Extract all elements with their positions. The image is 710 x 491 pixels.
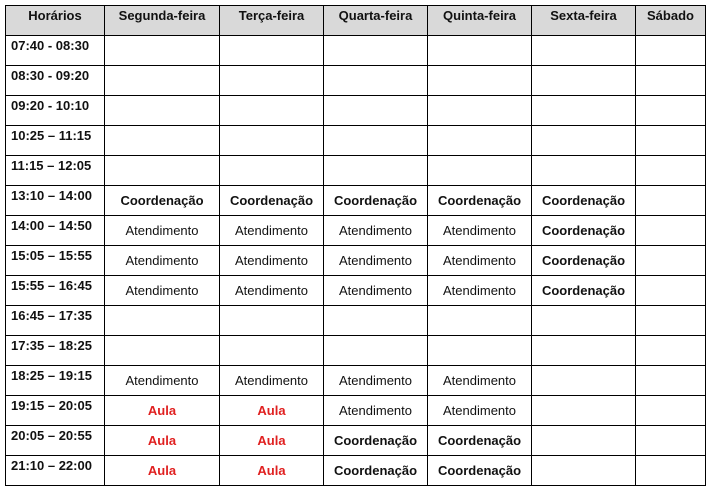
schedule-cell [220, 126, 324, 156]
header-sabado: Sábado [636, 6, 706, 36]
schedule-cell: Atendimento [324, 246, 428, 276]
schedule-cell [428, 36, 532, 66]
schedule-cell: Atendimento [428, 246, 532, 276]
schedule-cell: Atendimento [324, 216, 428, 246]
table-row [6, 396, 706, 426]
schedule-cell [324, 36, 428, 66]
schedule-cell: Aula [220, 396, 324, 426]
schedule-cell [324, 66, 428, 96]
schedule-cell [532, 366, 636, 396]
schedule-cell [636, 276, 706, 306]
schedule-cell: Atendimento [428, 396, 532, 426]
schedule-cell [636, 306, 706, 336]
time-slot-label: 11:15 – 12:05 [6, 156, 105, 186]
schedule-cell [105, 126, 220, 156]
schedule-cell [324, 126, 428, 156]
table-row [6, 216, 706, 246]
header-horarios: Horários [6, 6, 105, 36]
schedule-table [5, 5, 706, 486]
schedule-cell [324, 156, 428, 186]
schedule-cell [636, 186, 706, 216]
table-row [6, 96, 706, 126]
time-slot-label: 15:55 – 16:45 [6, 276, 105, 306]
schedule-cell: Coordenação [324, 456, 428, 486]
table-row [6, 186, 706, 216]
table-row [6, 36, 706, 66]
schedule-cell [636, 366, 706, 396]
schedule-cell: Aula [105, 456, 220, 486]
header-terca-feira: Terça-feira [220, 6, 324, 36]
schedule-cell [220, 306, 324, 336]
schedule-cell: Atendimento [220, 246, 324, 276]
schedule-cell [428, 126, 532, 156]
schedule-cell [636, 246, 706, 276]
schedule-cell: Atendimento [220, 366, 324, 396]
schedule-cell: Atendimento [428, 216, 532, 246]
time-slot-label: 09:20 - 10:10 [6, 96, 105, 126]
schedule-cell: Coordenação [428, 186, 532, 216]
schedule-cell: Atendimento [105, 366, 220, 396]
time-slot-label: 15:05 – 15:55 [6, 246, 105, 276]
time-slot-label: 14:00 – 14:50 [6, 216, 105, 246]
header-quarta-feira: Quarta-feira [324, 6, 428, 36]
schedule-cell [324, 336, 428, 366]
schedule-cell [532, 306, 636, 336]
time-slot-label: 18:25 – 19:15 [6, 366, 105, 396]
schedule-cell: Atendimento [324, 366, 428, 396]
schedule-cell: Aula [220, 426, 324, 456]
time-slot-label: 16:45 – 17:35 [6, 306, 105, 336]
table-row [6, 366, 706, 396]
schedule-cell [532, 156, 636, 186]
schedule-cell [532, 96, 636, 126]
table-row [6, 66, 706, 96]
schedule-cell [636, 216, 706, 246]
schedule-cell [324, 96, 428, 126]
schedule-cell: Coordenação [220, 186, 324, 216]
schedule-cell: Atendimento [105, 246, 220, 276]
schedule-body [6, 36, 706, 486]
schedule-cell [105, 336, 220, 366]
schedule-cell: Coordenação [324, 186, 428, 216]
schedule-cell [636, 66, 706, 96]
schedule-cell [105, 156, 220, 186]
table-row [6, 336, 706, 366]
schedule-cell: Aula [220, 456, 324, 486]
schedule-cell [532, 396, 636, 426]
schedule-cell [105, 66, 220, 96]
schedule-cell: Coordenação [532, 216, 636, 246]
schedule-cell [220, 156, 324, 186]
schedule-cell: Aula [105, 426, 220, 456]
table-row [6, 456, 706, 486]
schedule-cell [428, 156, 532, 186]
schedule-cell [636, 396, 706, 426]
time-slot-label: 17:35 – 18:25 [6, 336, 105, 366]
schedule-cell [636, 36, 706, 66]
schedule-cell [532, 456, 636, 486]
schedule-cell [105, 36, 220, 66]
schedule-cell: Atendimento [428, 276, 532, 306]
header-sexta-feira: Sexta-feira [532, 6, 636, 36]
schedule-cell [532, 336, 636, 366]
schedule-cell: Coordenação [532, 276, 636, 306]
schedule-cell [220, 36, 324, 66]
schedule-cell [636, 126, 706, 156]
table-row [6, 276, 706, 306]
table-row [6, 156, 706, 186]
schedule-cell [105, 306, 220, 336]
header-quinta-feira: Quinta-feira [428, 6, 532, 36]
time-slot-label: 20:05 – 20:55 [6, 426, 105, 456]
schedule-cell: Coordenação [532, 186, 636, 216]
schedule-cell: Coordenação [324, 426, 428, 456]
schedule-cell [428, 306, 532, 336]
table-row [6, 426, 706, 456]
schedule-cell [324, 306, 428, 336]
schedule-cell [220, 336, 324, 366]
schedule-cell [636, 336, 706, 366]
schedule-cell: Atendimento [105, 216, 220, 246]
table-row [6, 306, 706, 336]
schedule-cell [636, 96, 706, 126]
table-row [6, 126, 706, 156]
schedule-cell: Atendimento [324, 396, 428, 426]
schedule-cell [428, 96, 532, 126]
schedule-cell [532, 126, 636, 156]
schedule-cell: Coordenação [105, 186, 220, 216]
schedule-cell [532, 426, 636, 456]
time-slot-label: 10:25 – 11:15 [6, 126, 105, 156]
schedule-cell: Atendimento [428, 366, 532, 396]
schedule-cell: Atendimento [324, 276, 428, 306]
schedule-cell: Coordenação [532, 246, 636, 276]
schedule-cell: Coordenação [428, 426, 532, 456]
schedule-cell [636, 156, 706, 186]
schedule-sheet [5, 5, 706, 486]
schedule-cell [636, 426, 706, 456]
schedule-cell: Aula [105, 396, 220, 426]
time-slot-label: 21:10 – 22:00 [6, 456, 105, 486]
time-slot-label: 07:40 - 08:30 [6, 36, 105, 66]
schedule-cell [532, 66, 636, 96]
schedule-cell [220, 66, 324, 96]
schedule-cell [105, 96, 220, 126]
schedule-cell [428, 336, 532, 366]
header-row [6, 6, 706, 36]
time-slot-label: 19:15 – 20:05 [6, 396, 105, 426]
schedule-cell [428, 66, 532, 96]
schedule-cell: Atendimento [220, 216, 324, 246]
header-segunda-feira: Segunda-feira [105, 6, 220, 36]
schedule-cell: Coordenação [428, 456, 532, 486]
table-row [6, 246, 706, 276]
schedule-cell [636, 456, 706, 486]
schedule-cell [532, 36, 636, 66]
time-slot-label: 13:10 – 14:00 [6, 186, 105, 216]
schedule-cell: Atendimento [105, 276, 220, 306]
schedule-cell: Atendimento [220, 276, 324, 306]
time-slot-label: 08:30 - 09:20 [6, 66, 105, 96]
schedule-cell [220, 96, 324, 126]
